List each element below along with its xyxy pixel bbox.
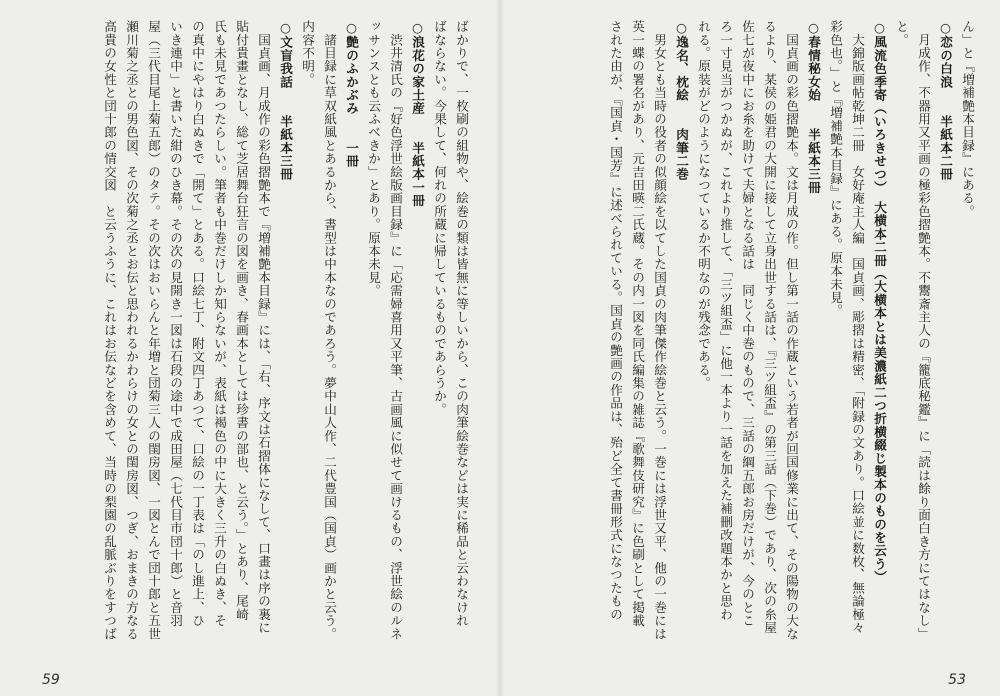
text-line: された由が、『国貞・国芳』に述べられている。国貞の艶画の作品は、殆ど全て書冊形式になつたもの	[608, 20, 623, 621]
page-number-left: 59	[42, 672, 60, 688]
text-line: と。	[894, 20, 909, 47]
text-line: いき連中」と書いた紺のひき幕。その次の見開き一図は石段の途中で成田屋（七代目市団十郎）と音羽	[168, 20, 183, 628]
text-line: 高貴の女性と団十郎の情交図 と云うふうに、これはお伝などを含めて、当時の梨園の乱脈ぶりをすつば	[102, 20, 117, 641]
text-line: 月成作、不器用又平画の極彩色摺艶本。不鬻斎主人の『籠底秘鑑』に「読は餘り面白き方にてはなし」	[916, 20, 931, 641]
text-line: 屋（三代目尾上菊五郎）のタテ。その次はおいらんと年増と団菊三人の閨房図、一図とんで団十郎と五世	[146, 20, 161, 641]
text-line: 内容不明。	[300, 20, 315, 86]
text-line: 大錦版画帖乾坤二冊 女好庵主人編 国貞画、彫摺は精密、「附録の文あり。口絵並に数枚、無論極々	[850, 20, 865, 635]
text-line: 国貞画、月成作の彩色摺艶本で『増補艶本目録』には、「右、序文は石摺体になして、口畫は序の裏に	[256, 20, 271, 635]
entry-heading: ○恋の白浪 半紙本二冊	[938, 20, 953, 181]
text-line: 男女とも当時の役者の似顔絵を以てした国貞の肉筆傑作絵巻と云う。一巻には浮世又平、他の一巻には	[652, 20, 667, 641]
text-line: れる。原装がどのようになつているか不明なのが残念である。	[696, 20, 711, 390]
text-line: ッサンスとも云ふべきか」とあり。原本未見。	[366, 20, 381, 298]
text-line: 氏も未見であつたらしい。筆者も中巻だけしか知らないが、表紙は褐色の中に大きく三升の白ぬき、そ	[212, 20, 227, 628]
entry-heading: ○浪花の家土産 半紙本一冊	[410, 20, 425, 208]
text-line: 国貞画の彩色摺艶本。文は月成の作。但し第一話の作蔵という若者が回国修業に出て、その陽物の大な	[784, 20, 799, 641]
text-line: 英一蝶の署名があり、元吉田暎二氏蔵。その内一図を同氏編集の雑誌『歌舞伎研究』に色刷として掲載	[630, 20, 645, 628]
text-line: 渋井清氏の『好色浮世絵版画目録』に「応需婦喜用又平筆、古画風に似せて画けるもの、浮世絵のルネ	[388, 20, 403, 641]
entry-heading: ○艶のふかぶみ 一冊	[344, 20, 359, 168]
text-line: るより、某侯の姫君の大開に接して立身出世する話は、『三ツ組盃』の第三話（下巻）であり、次の糸屋	[762, 20, 777, 635]
text-line: ろ一寸見当がつかぬが、これより推して、「三ツ組盃」に他一本より一話を加えた補刪改題本かと思わ	[718, 20, 733, 621]
text-line: ばならない。今果して、何れの所蔵に帰しているものであらうか。	[432, 20, 447, 416]
right-page	[500, 0, 1000, 696]
text-line: 瀬川菊之丞との男色図、その次菊之丞とお伝と思われるかわらけの女との閨房図、つぎ、おまきの方なる	[124, 20, 139, 641]
entry-heading: ○逸名、枕絵 肉筆二巻	[674, 20, 689, 181]
right-page-text	[512, 20, 978, 670]
left-page-text	[12, 20, 472, 670]
text-line: の真中にやはり白ぬきで「開て」とある。口絵七丁、附文四丁あつて、口絵の一丁表は「のし進上、ひ	[190, 20, 205, 628]
entry-heading: ○春情秘女始 半紙本三冊	[806, 20, 821, 194]
text-line: ん」と『増補艶本目録』にある。	[960, 20, 975, 218]
text-line: ばかりで、一枚刷の組物や、絵巻の類は皆無に等しいから、この肉筆絵巻などは実に稀品と云わなけれ	[454, 20, 469, 628]
text-line: 彩色也。」と『増補艶本目録』にある。原本未見。	[828, 20, 843, 318]
page-number-right: 53	[948, 672, 966, 688]
text-line: 貼付貴畫となし、総て芝居舞台狂言の図を画き、春画本としては珍書の部也、と云う。」とあり、尾崎	[234, 20, 249, 621]
text-line: 佐七が夜中にお糸を助けて夫婦となる話は 同じく中巻のもので、三話の綱五郎お房だけが、今のとこ	[740, 20, 755, 628]
entry-heading: ○文盲我話 半紙本三冊	[278, 20, 293, 181]
text-line: 諸目録に草双紙風とあるから、書型は中本なのであろう。夢中山人作、二代豊国（国貞）画かと云う。	[322, 20, 337, 641]
entry-heading: ○風流色季寄（いろきせつ） 大横本二冊（大横本とは美濃紙二つ折横綴じ製本のものを云う）	[872, 20, 887, 584]
